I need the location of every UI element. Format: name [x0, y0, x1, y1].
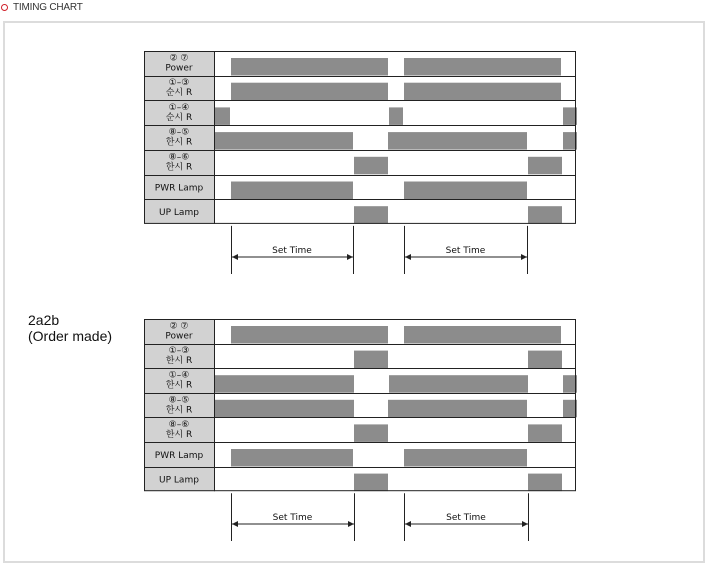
row-label: UP Lamp	[159, 208, 199, 219]
signal-pulse	[528, 351, 562, 369]
signal-pulse	[231, 326, 388, 344]
signal-pulse	[404, 182, 527, 200]
signal-pulse	[231, 449, 353, 467]
signal-pulse	[354, 157, 388, 175]
signal-pulse	[389, 107, 403, 125]
arrow-left-icon	[232, 521, 238, 527]
signal-pulse	[231, 58, 388, 76]
arrow-right-icon	[521, 254, 527, 260]
signal-pulse	[215, 132, 353, 150]
row-label: ② ⑦	[169, 321, 189, 332]
signal-pulse	[231, 83, 388, 101]
signal-pulse	[215, 107, 230, 125]
page-title: TIMING CHART	[13, 1, 83, 13]
signal-pulse	[388, 400, 527, 418]
arrow-left-icon	[405, 521, 411, 527]
signal-pulse	[215, 375, 354, 393]
row-label: 한시 R	[165, 405, 193, 416]
row-label: ①–③	[168, 78, 190, 89]
arrow-left-icon	[232, 254, 238, 260]
row-label: ①–③	[168, 346, 190, 357]
row-label: 한시 R	[165, 380, 193, 391]
signal-pulse	[563, 132, 577, 150]
row-label: PWR Lamp	[154, 183, 204, 194]
signal-pulse	[404, 449, 527, 467]
signal-pulse	[354, 206, 388, 224]
signal-pulse	[354, 351, 388, 369]
arrow-right-icon	[522, 521, 528, 527]
row-label: ⑧–⑥	[168, 419, 190, 430]
row-label: ② ⑦	[169, 53, 189, 64]
signal-pulse	[563, 107, 577, 125]
row-label: UP Lamp	[159, 475, 199, 486]
signal-pulse	[528, 474, 562, 492]
arrow-right-icon	[348, 521, 354, 527]
set-time-label: Set Time	[446, 513, 486, 523]
signal-pulse	[563, 375, 577, 393]
signal-pulse	[215, 400, 354, 418]
signal-pulse	[231, 182, 353, 200]
row-label: PWR Lamp	[154, 450, 204, 461]
row-label: 한시 R	[165, 429, 193, 440]
row-label: Power	[165, 63, 193, 74]
set-time-label: Set Time	[272, 513, 313, 523]
variant-label-2a2b: 2a2b (Order made)	[28, 312, 113, 344]
set-time-label: Set Time	[445, 246, 486, 256]
signal-pulse	[404, 58, 561, 76]
row-label: ⑧–⑤	[168, 127, 190, 138]
signal-pulse	[404, 83, 561, 101]
row-label: 한시 R	[165, 162, 193, 173]
signal-pulse	[528, 157, 562, 175]
row-label: 순시 R	[165, 112, 193, 123]
signal-pulse	[404, 326, 561, 344]
row-label: ①–④	[168, 102, 190, 113]
row-label: ⑧–⑤	[168, 395, 190, 406]
signal-pulse	[354, 474, 388, 492]
row-label: ⑧–⑥	[168, 152, 190, 163]
signal-pulse	[563, 400, 577, 418]
set-time-label: Set Time	[272, 246, 312, 256]
arrow-right-icon	[347, 254, 353, 260]
row-label: 한시 R	[165, 137, 193, 148]
row-label: Power	[165, 331, 193, 342]
signal-pulse	[354, 424, 388, 442]
row-label: 순시 R	[165, 88, 193, 99]
arrow-left-icon	[405, 254, 411, 260]
signal-pulse	[389, 375, 528, 393]
signal-pulse	[528, 424, 562, 442]
signal-pulse	[528, 206, 562, 224]
row-label: 한시 R	[165, 356, 193, 367]
signal-pulse	[388, 132, 527, 150]
row-label: ①–④	[168, 370, 190, 381]
